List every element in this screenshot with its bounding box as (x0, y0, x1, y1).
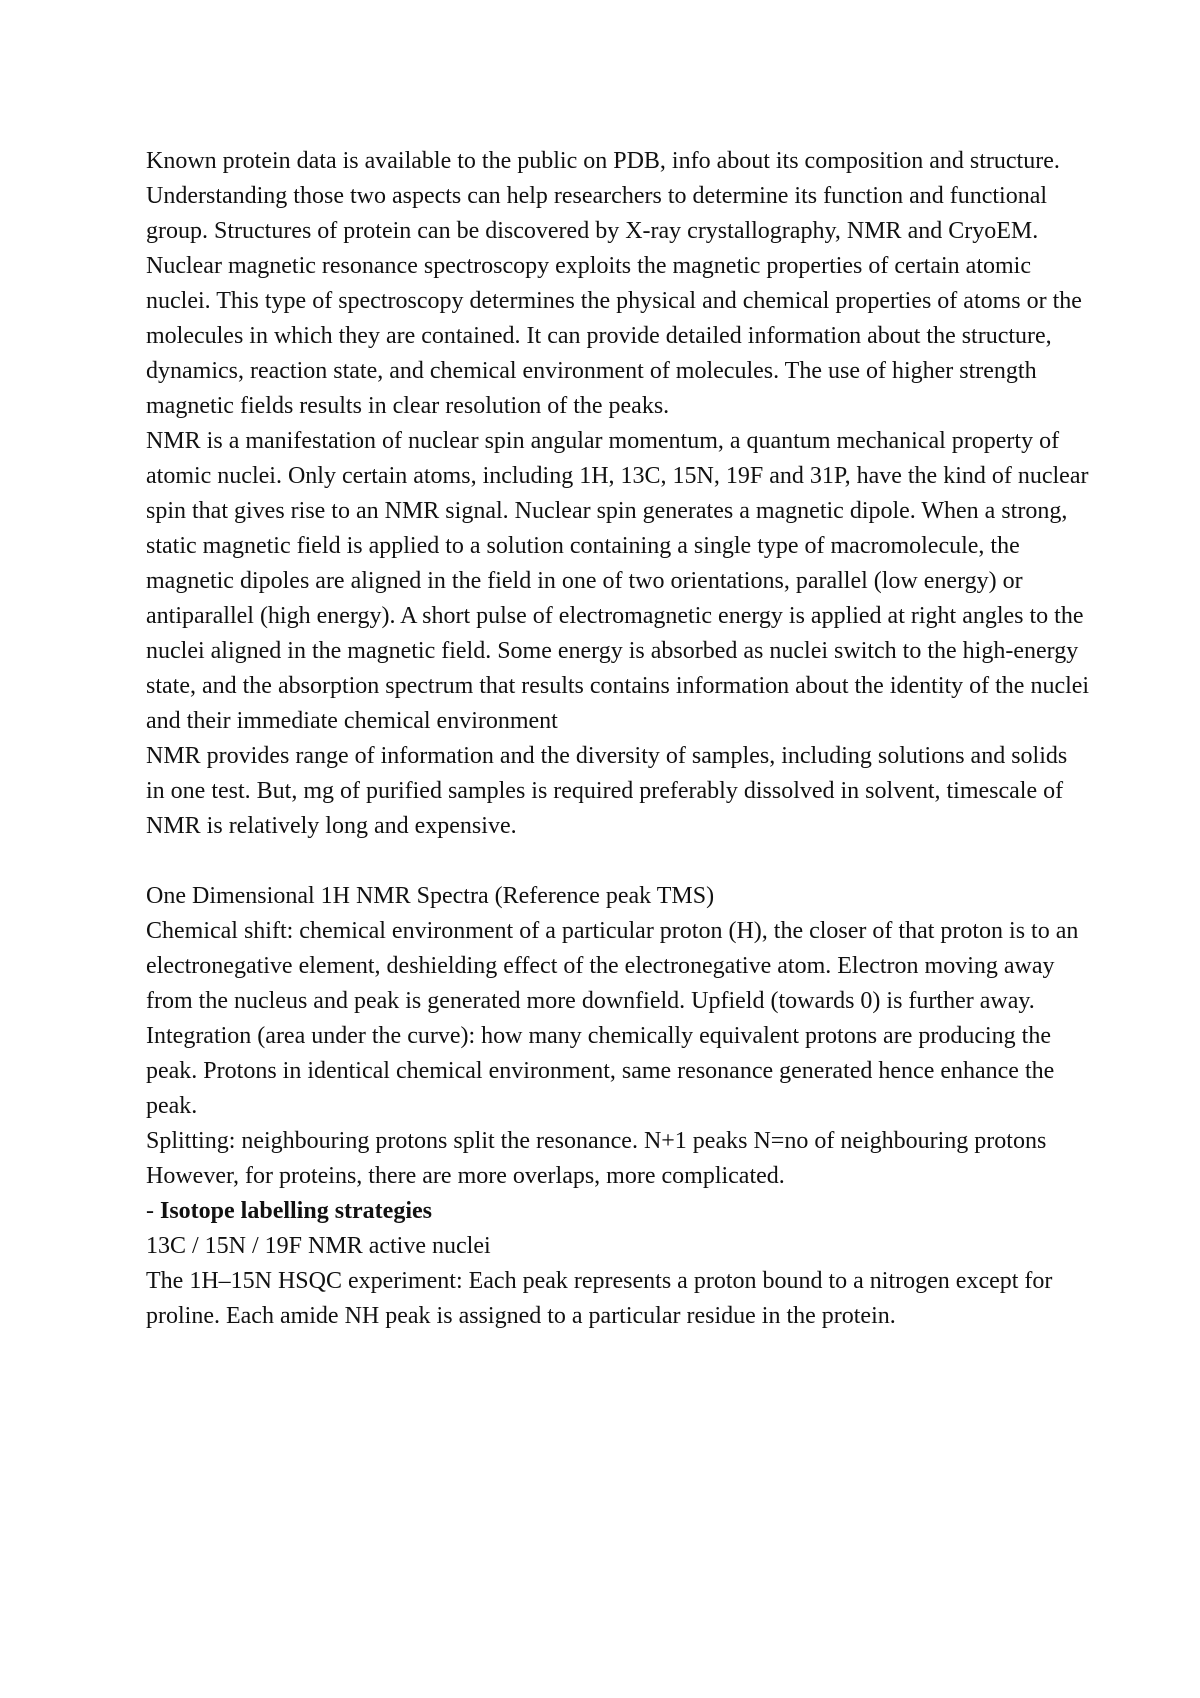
document-body (146, 144, 1091, 1334)
paragraph-active-nuclei: 13C / 15N / 19F NMR active nuclei (146, 1233, 491, 1259)
paragraph-proteins-overlap: However, for proteins, there are more overlaps, more complicated. (146, 1163, 785, 1189)
isotope-labelling-heading: Isotope labelling strategies (160, 1198, 432, 1224)
isotope-labelling-line (146, 1194, 1091, 1229)
bullet-dash: - (146, 1198, 160, 1224)
section-heading-1d-nmr: One Dimensional 1H NMR Spectra (Reference peak TMS) (146, 883, 715, 909)
paragraph-nmr-pros-cons: NMR provides range of information and the diversity of samples, including solutions and solids in one test. But, mg of purified samples is required preferably dissolved in solvent, timescale of NMR is relatively long and expensive. (146, 743, 1068, 839)
paragraph-splitting: Splitting: neighbouring protons split the resonance. N+1 peaks N=no of neighbouring protons (146, 1128, 1047, 1154)
paragraph-chemical-shift: Chemical shift: chemical environment of a particular proton (H), the closer of that proton is to an electronegative element, deshielding effect of the electronegative atom. Electron moving away from the nucleus and peak is generated more downfield. Upfield (towards 0) is further away. (146, 918, 1079, 1014)
paragraph-nuclear-spin: NMR is a manifestation of nuclear spin angular momentum, a quantum mechanical property of atomic nuclei. Only certain atoms, including 1H, 13C, 15N, 19F and 31P, have the kind of nuclear spin that gives rise to an NMR signal. Nuclear spin generates a magnetic dipole. When a strong, static magnetic field is applied to a solution containing a single type of macromolecule, the magnetic dipoles are aligned in the field in one of two orientations, parallel (low energy) or antiparallel (high energy). A short pulse of electromagnetic energy is applied at right angles to the nuclei aligned in the magnetic field. Some energy is absorbed as nuclei switch to the high-energy state, and the absorption spectrum that results contains information about the identity of the nuclei and their immediate chemical environment (146, 428, 1090, 734)
paragraph-nmr-spectroscopy: Nuclear magnetic resonance spectroscopy exploits the magnetic properties of certain atomic nuclei. This type of spectroscopy determines the physical and chemical properties of atoms or the molecules in which they are contained. It can provide detailed information about the structure, dynamics, reaction state, and chemical environment of molecules. The use of higher strength magnetic fields results in clear resolution of the peaks. (146, 253, 1082, 419)
blank-line (146, 844, 1091, 879)
paragraph-hsqc: The 1H–15N HSQC experiment: Each peak represents a proton bound to a nitrogen except for proline. Each amide NH peak is assigned to a particular residue in the protein. (146, 1268, 1053, 1329)
paragraph-integration: Integration (area under the curve): how many chemically equivalent protons are producing the peak. Protons in identical chemical environment, same resonance generated hence enhance the peak. (146, 1023, 1055, 1119)
paragraph-pdb-intro: Known protein data is available to the public on PDB, info about its composition and structure. Understanding those two aspects can help researchers to determine its function and functional group. Structures of protein can be discovered by X-ray crystallography, NMR and CryoEM. (146, 148, 1060, 244)
